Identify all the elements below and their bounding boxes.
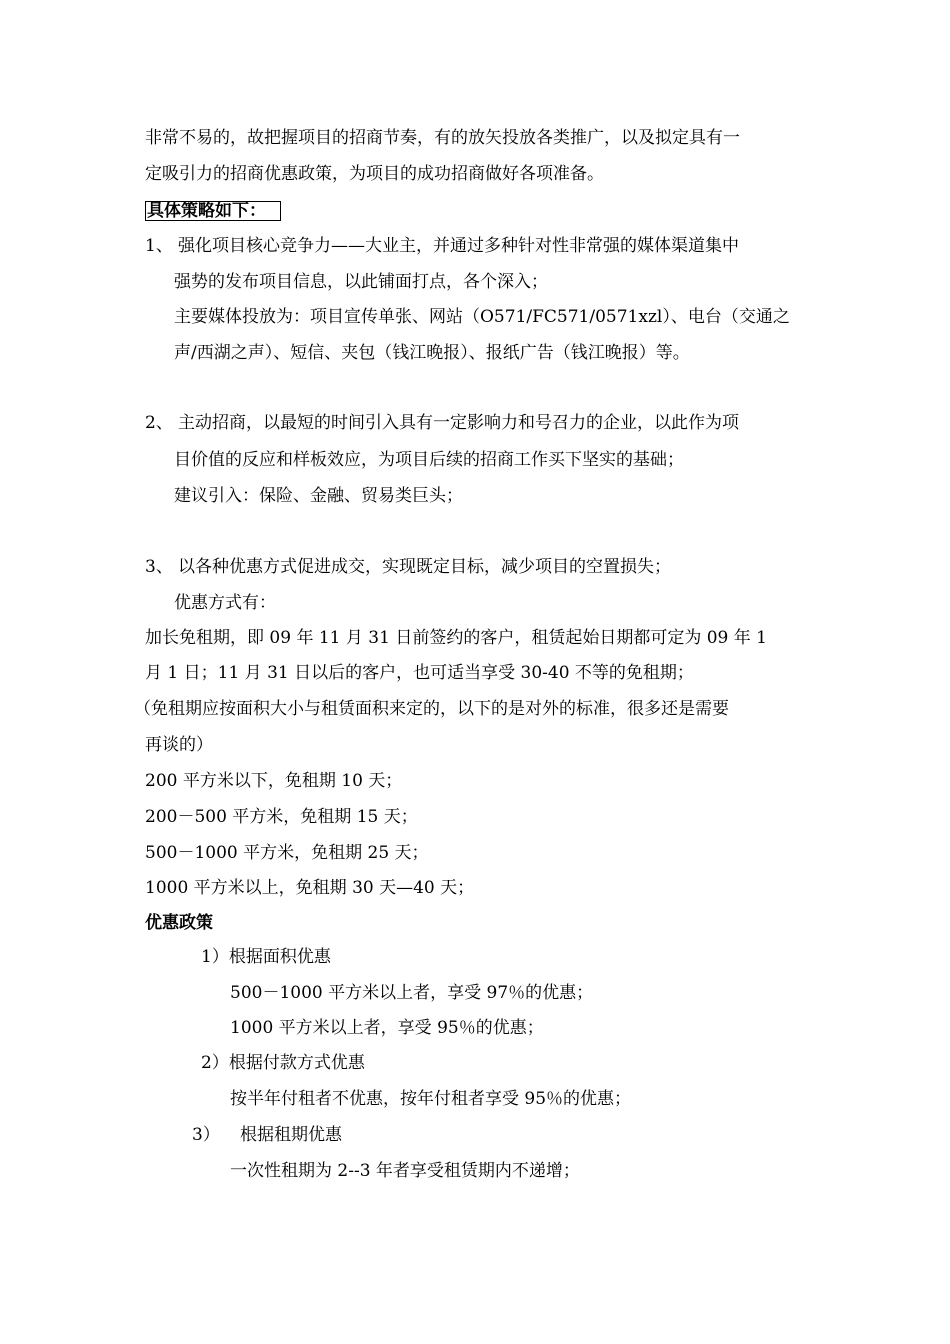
item-1-number: 1、 (145, 236, 173, 256)
rent-free-line-4: 再谈的） (145, 735, 213, 755)
policy-2-title: 2）根据付款方式优惠 (201, 1053, 365, 1073)
policy-heading: 优惠政策 (145, 913, 213, 933)
rent-free-line-3: （免租期应按面积大小与租赁面积来定的，以下的是对外的标准，很多还是需要 (134, 699, 729, 719)
item-3-line-2: 优惠方式有： (174, 593, 276, 613)
rent-free-line-2: 月 1 日；11 月 31 日以后的客户，也可适当享受 30-40 不等的免租期； (145, 663, 694, 683)
item-1-line-2: 强势的发布项目信息，以此铺面打点，各个深入； (174, 272, 548, 292)
rent-free-line-1: 加长免租期，即 09 年 11 月 31 日前签约的客户，租赁起始日期都可定为 09 年 1 (145, 628, 767, 648)
policy-1-line-1: 500－1000 平方米以上者，享受 97％的优惠； (230, 983, 594, 1003)
policy-1-line-2: 1000 平方米以上者，享受 95％的优惠； (230, 1018, 544, 1038)
policy-3-title: 根据租期优惠 (240, 1125, 342, 1145)
item-2-line-1: 主动招商，以最短的时间引入具有一定影响力和号召力的企业，以此作为项 (178, 413, 739, 433)
policy-1-title: 1）根据面积优惠 (201, 947, 331, 967)
policy-2-line-1: 按半年付租者不优惠，按年付租者享受 95％的优惠； (230, 1089, 632, 1109)
item-2-line-2: 目价值的反应和样板效应，为项目后续的招商工作买下坚实的基础； (174, 450, 684, 470)
item-1-line-3: 主要媒体投放为：项目宣传单张、网站（O571/FC571/0571xzl）、电台（交通之 (174, 307, 790, 327)
item-2-number: 2、 (145, 413, 173, 433)
item-3-number: 3、 (145, 557, 173, 577)
rent-free-tier-2: 200－500 平方米，免租期 15 天； (145, 807, 418, 827)
strategy-heading: 具体策略如下： (145, 201, 281, 221)
policy-3-number: 3） (192, 1125, 220, 1145)
rent-free-tier-4: 1000 平方米以上，免租期 30 天—40 天； (145, 878, 475, 898)
intro-line-2: 定吸引力的招商优惠政策，为项目的成功招商做好各项准备。 (145, 164, 604, 184)
item-3-line-1: 以各种优惠方式促进成交，实现既定目标，减少项目的空置损失； (178, 557, 671, 577)
item-1-line-1: 强化项目核心竞争力——大业主，并通过多种针对性非常强的媒体渠道集中 (178, 236, 739, 256)
policy-3-line-1: 一次性租期为 2--3 年者享受租赁期内不递增； (230, 1161, 580, 1181)
item-2-line-3: 建议引入：保险、金融、贸易类巨头； (174, 486, 463, 506)
rent-free-tier-3: 500－1000 平方米，免租期 25 天； (145, 843, 429, 863)
rent-free-tier-1: 200 平方米以下，免租期 10 天； (145, 771, 403, 791)
intro-line-1: 非常不易的，故把握项目的招商节奏，有的放矢投放各类推广，以及拟定具有一 (145, 128, 740, 148)
item-1-line-4: 声/西湖之声）、短信、夹包（钱江晚报）、报纸广告（钱江晚报）等。 (174, 343, 690, 363)
